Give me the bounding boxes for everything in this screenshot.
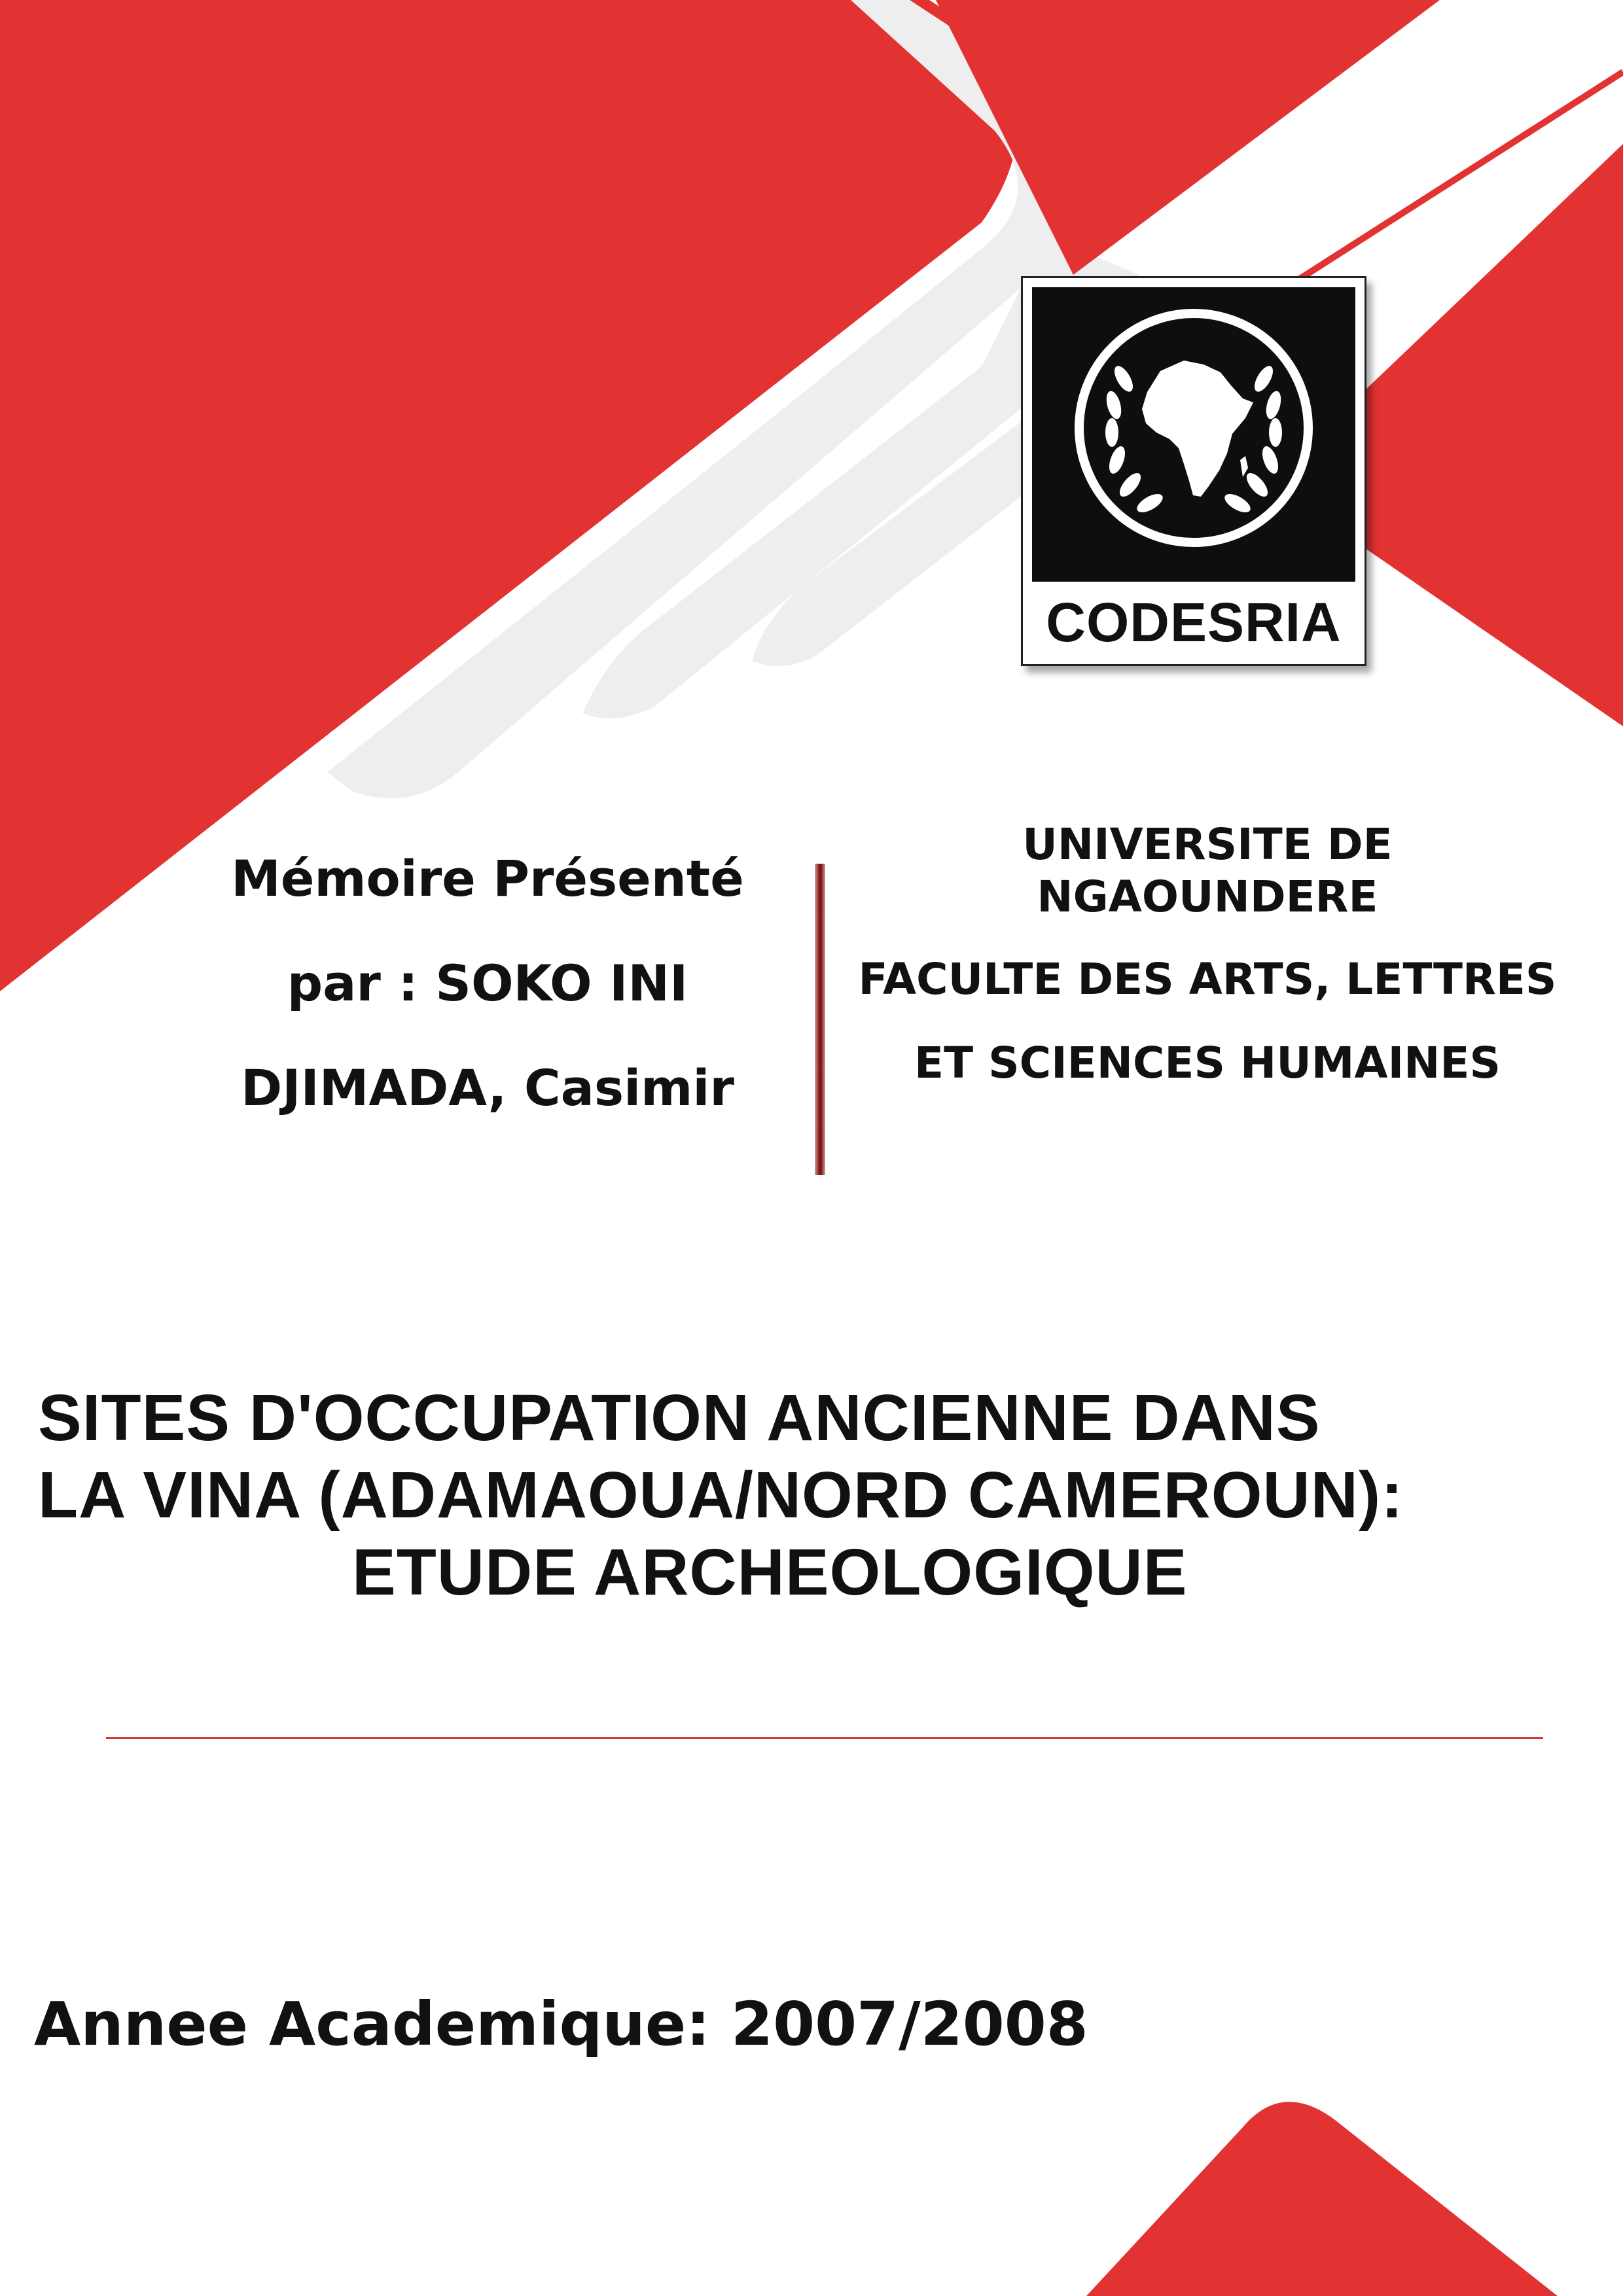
title-line-2: LA VINA (ADAMAOUA/NORD CAMEROUN): xyxy=(38,1458,1404,1532)
author-line-2: par : SOKO INI xyxy=(287,954,688,1012)
vertical-divider xyxy=(815,864,825,1175)
author-line-3: DJIMADA, Casimir xyxy=(241,1059,734,1117)
faculty-line-1: FACULTE DES ARTS, LETTRES xyxy=(858,954,1557,1004)
author-line-1: Mémoire Présenté xyxy=(231,849,744,908)
red-bottom-shape xyxy=(1086,2102,1558,2296)
title-line-1: SITES D'OCCUPATION ANCIENNE DANS xyxy=(38,1381,1321,1455)
codesria-logo xyxy=(1021,276,1366,666)
faculty-line-2: ET SCIENCES HUMAINES xyxy=(914,1038,1501,1088)
logo-wordmark: CODESRIA xyxy=(1046,592,1342,653)
university-line-1: UNIVERSITE DE xyxy=(1022,819,1393,870)
title-line-3: ETUDE ARCHEOLOGIQUE xyxy=(352,1536,1188,1609)
horizontal-divider xyxy=(106,1737,1543,1739)
university-line-2: NGAOUNDERE xyxy=(1037,872,1378,922)
academic-year: Annee Academique: 2007/2008 xyxy=(34,1989,1088,2059)
